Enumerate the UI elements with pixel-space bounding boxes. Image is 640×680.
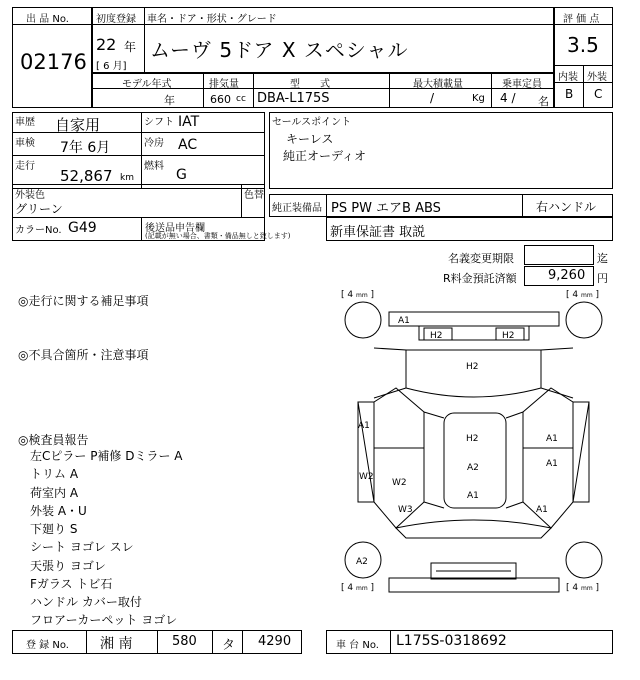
mark-w3-left: W3 xyxy=(398,505,413,515)
first-reg-label: 初度登録 xyxy=(96,14,136,25)
mark-a2-roof: A2 xyxy=(467,463,479,473)
driving-notes-title: ◎走行に関する補足事項 xyxy=(18,294,149,308)
usage-box xyxy=(12,112,265,189)
name-change-box xyxy=(524,245,594,265)
sales-points-label: セールスポイント xyxy=(272,117,352,128)
mark-h2-left: H2 xyxy=(430,331,443,341)
lot-label: 出 品 No. xyxy=(26,14,69,25)
name-change-label: 名義変更期限 xyxy=(448,252,514,265)
inspector-line: 下廻り S xyxy=(30,522,78,536)
inspector-line: トリム A xyxy=(30,467,79,481)
tire-label-rr: [ 4 mm ] xyxy=(566,583,600,593)
score-value: 3.5 xyxy=(567,33,599,57)
shift-label: シフト xyxy=(144,117,174,128)
type-label: 型 式 xyxy=(290,79,330,90)
sales-point-item: 純正オーディオ xyxy=(283,149,367,163)
displacement-label: 排気量 xyxy=(209,79,239,90)
sales-point-item: キーレス xyxy=(286,132,334,146)
recycle-value: 9,260 xyxy=(548,268,586,283)
reg-class: 580 xyxy=(172,634,197,649)
type-value: DBA-L175S xyxy=(257,91,330,106)
inspector-line: 荷室内 A xyxy=(30,486,79,500)
mark-a1-right-rear: A1 xyxy=(546,459,558,469)
equipment-label: 純正装備品 xyxy=(272,203,322,214)
chassis-label: 車 台 No. xyxy=(336,640,379,651)
displacement-value: 660 xyxy=(210,93,231,106)
mark-a1-roof-rear: A1 xyxy=(467,491,479,501)
inspector-line: 天張り ヨゴレ xyxy=(30,559,106,573)
model-year-value: 年 xyxy=(164,94,175,107)
mark-w2-left-door: W2 xyxy=(392,478,407,488)
capacity-value: 4 / xyxy=(500,91,516,105)
name-change-unit: 迄 xyxy=(597,252,608,265)
chassis-value: L175S-0318692 xyxy=(396,633,507,649)
car-name: ムーヴ 5ドア X スペシャル xyxy=(150,38,409,62)
max-load-label: 最大積載量 xyxy=(413,79,463,90)
reg-area: 湘 南 xyxy=(100,636,133,652)
equipment-value: PS PW エアB ABS xyxy=(331,201,441,216)
exterior-label: 外装 xyxy=(587,72,607,83)
mark-a2-rear-wheel: A2 xyxy=(356,557,368,567)
color-no-value: G49 xyxy=(68,220,97,236)
mark-a1-right-front: A1 xyxy=(546,434,558,444)
mark-a1-left-fender: A1 xyxy=(358,421,370,431)
mileage-unit: km xyxy=(120,173,134,183)
max-load-unit: Kg xyxy=(472,93,485,104)
displacement-unit: cc xyxy=(236,94,246,104)
mark-h2-right: H2 xyxy=(502,331,515,341)
reg-label: 登 録 No. xyxy=(26,640,69,651)
mark-w2-left-edge: W2 xyxy=(359,472,374,482)
fuel-value: G xyxy=(176,167,187,183)
inspector-title: ◎検査員報告 xyxy=(18,433,89,447)
handle-value: 右ハンドル xyxy=(536,200,597,214)
lot-number: 02176 xyxy=(20,50,87,74)
ac-value: AC xyxy=(178,137,198,153)
mark-a1-right-quarter: A1 xyxy=(536,505,548,515)
inspector-line: フロアーカーペット ヨゴレ xyxy=(30,613,178,627)
fuel-label: 燃料 xyxy=(144,161,164,172)
capacity-label: 乗車定員 xyxy=(502,79,542,90)
exterior-grade: C xyxy=(594,87,603,101)
mark-h2-hood: H2 xyxy=(466,362,479,372)
history-value: 自家用 xyxy=(55,116,101,134)
mileage-value: 52,867 xyxy=(60,167,113,185)
model-year-label: モデル年式 xyxy=(122,79,172,90)
inspector-line: シート ヨゴレ スレ xyxy=(30,540,134,554)
inspector-line: ハンドル カバー取付 xyxy=(30,595,142,609)
documents-value: 新車保証書 取説 xyxy=(330,225,426,240)
recycle-label: R料金預託済額 xyxy=(443,272,517,285)
tire-label-rl: [ 4 mm ] xyxy=(341,583,375,593)
car-name-label: 車名・ドア・形状・グレード xyxy=(147,14,277,25)
ac-label: 冷房 xyxy=(144,138,164,149)
interior-label: 内装 xyxy=(558,72,578,83)
reg-kana: タ xyxy=(222,638,236,653)
capacity-unit: 名 xyxy=(538,95,549,108)
tire-label-fl: [ 4 mm ] xyxy=(341,290,375,300)
first-reg-month: [ 6 月] xyxy=(96,61,127,72)
inspector-line: 左Cピラー P補修 Dミラー A xyxy=(30,449,183,463)
post-doc-label: 後送品申告欄 xyxy=(145,223,205,234)
tire-label-fr: [ 4 mm ] xyxy=(566,290,600,300)
score-label: 評 価 点 xyxy=(563,14,600,25)
first-reg-year-unit: 年 xyxy=(124,40,137,54)
shift-value: IAT xyxy=(178,114,200,130)
reg-number: 4290 xyxy=(258,634,292,649)
inspection-value: 7年 6月 xyxy=(60,140,111,156)
first-reg-year: 22 xyxy=(96,35,117,54)
mark-h2-roof: H2 xyxy=(466,434,479,444)
car-damage-diagram xyxy=(336,288,614,628)
exterior-color-value: グリーン xyxy=(15,202,63,216)
post-doc-note: (記載が無い場合、書類・備品無しと致します) xyxy=(145,232,291,240)
inspector-line: 外装 A・U xyxy=(30,504,87,518)
exterior-color-label: 外装色 xyxy=(15,190,45,201)
color-no-label: カラーNo. xyxy=(15,225,62,236)
defects-title: ◎不具合箇所・注意事項 xyxy=(18,348,149,362)
mark-a1-front: A1 xyxy=(398,316,410,326)
inspection-label: 車検 xyxy=(15,138,35,149)
max-load-value: / xyxy=(430,91,435,105)
history-label: 車歴 xyxy=(15,117,35,128)
interior-grade: B xyxy=(565,87,574,101)
recycle-unit: 円 xyxy=(597,272,608,285)
color-change-label: 色替 xyxy=(244,190,264,201)
mileage-label: 走行 xyxy=(15,161,35,172)
inspector-line: Fガラス トビ石 xyxy=(30,577,113,591)
